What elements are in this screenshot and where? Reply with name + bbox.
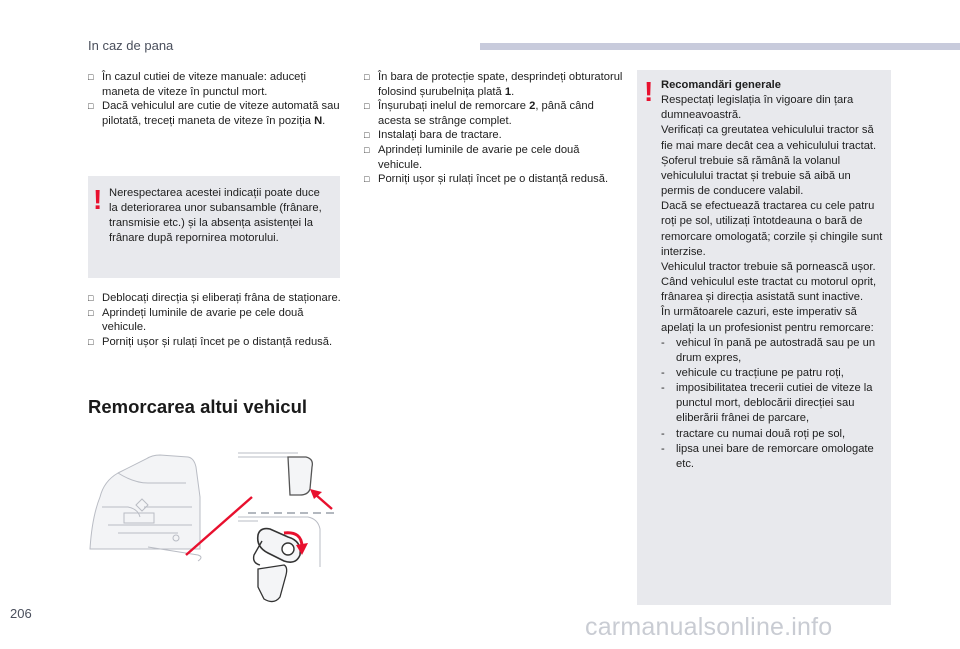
warning-text: Nerespectarea acestei indicații poate duce la deteriorarea unor subansamble (frânare, transmisie etc.) și la absența asistenței la frânare după repornirea motorului. bbox=[109, 187, 322, 244]
checkbox-bullet-icon: □ bbox=[88, 72, 94, 82]
paragraph: În următoarele cazuri, este imperativ să apelați la un profesionist pentru remorcare: bbox=[661, 306, 874, 334]
page-number: 206 bbox=[10, 606, 32, 621]
list-item: □ Instalați bara de tractare. bbox=[364, 129, 502, 142]
recommendations-box bbox=[637, 70, 891, 605]
paragraph: Când vehiculul este tractat cu motorul oprit, frânarea și direcția asistată sunt inactive. bbox=[661, 276, 877, 304]
warning-icon: ! bbox=[644, 76, 654, 107]
checkbox-bullet-icon: □ bbox=[88, 336, 94, 347]
section-header-title: In caz de pana bbox=[88, 38, 174, 53]
paragraph: Respectați legislația în vigoare din țara dumneavoastră. bbox=[661, 94, 854, 122]
watermark: carmanualsonline.info bbox=[585, 613, 833, 641]
section-title: Remorcarea altui vehicul bbox=[88, 396, 308, 417]
warning-box bbox=[88, 176, 340, 278]
checkbox-bullet-icon: □ bbox=[88, 307, 94, 318]
list-item: □ În bara de protecție spate, desprindeți obturatorul folosind șurubelnița plată 1. bbox=[364, 71, 623, 98]
professional-cases-list bbox=[661, 336, 887, 472]
list-item: - lipsa unei bare de remorcare omologate etc. bbox=[661, 442, 874, 470]
checkbox-bullet-icon: □ bbox=[364, 101, 370, 112]
list-item: - vehicul în pană pe autostradă sau pe un drum expres, bbox=[661, 336, 876, 364]
recommendations-title: Recomandări generale bbox=[661, 79, 782, 91]
paragraph: Verificați ca greutatea vehiculului tractor să fie mai mare decât cea a vehiculului tractat. bbox=[661, 124, 877, 152]
paragraph: Dacă se efectuează tractarea cu cele patru roți pe sol, utilizați întotdeauna o bară de remorcare omologată; corzile și chingile sunt interzise. bbox=[661, 200, 883, 258]
checkbox-bullet-icon: □ bbox=[88, 101, 94, 112]
warning-icon: ! bbox=[93, 184, 103, 215]
list-item: □ În cazul cutiei de viteze manuale: aduceți maneta de viteze în punctul mort. bbox=[88, 71, 306, 98]
list-item: □ Deblocați direcția și eliberați frâna de staționare. bbox=[88, 292, 341, 304]
towing-steps-list bbox=[88, 291, 346, 349]
checkbox-bullet-icon: □ bbox=[364, 144, 370, 155]
checkbox-bullet-icon: □ bbox=[88, 293, 94, 303]
list-item: □ Porniți ușor și rulați încet pe o distanță redusă. bbox=[88, 335, 333, 348]
header-bar bbox=[480, 43, 960, 50]
list-item: - imposibilitatea trecerii cutiei de viteze la punctul mort, deblocării direcției sau eliberării frânei de parcare, bbox=[661, 382, 873, 425]
list-item: □ Aprindeți luminile de avarie pe cele două vehicule. bbox=[364, 143, 580, 171]
towing-other-vehicle-steps bbox=[364, 70, 626, 187]
towing-illustration bbox=[88, 437, 338, 607]
paragraph: Șoferul trebuie să rămână la volanul vehiculului tractat și trebuie să aibă un permis de conducere valabil. bbox=[661, 154, 851, 198]
list-item: - tractare cu numai două roți pe sol, bbox=[661, 427, 846, 440]
item-number-2: 2 bbox=[529, 100, 536, 113]
gear-instructions-list bbox=[88, 70, 346, 128]
checkbox-bullet-icon: □ bbox=[364, 174, 370, 185]
list-item: □ Dacă vehiculul are cutie de viteze automată sau pilotată, treceți maneta de viteze în poziția N. bbox=[88, 100, 340, 127]
list-item: □ Înșurubați inelul de remorcare 2, până când acesta se strânge complet. bbox=[364, 100, 594, 127]
recommendations-body bbox=[661, 78, 887, 472]
checkbox-bullet-icon: □ bbox=[364, 72, 370, 82]
checkbox-bullet-icon: □ bbox=[364, 130, 370, 141]
gear-position-n: N bbox=[314, 114, 323, 127]
item-number-1: 1 bbox=[504, 85, 512, 98]
paragraph: Vehiculul tractor trebuie să pornească ușor. bbox=[661, 260, 876, 273]
list-item: - vehicule cu tracțiune pe patru roți, bbox=[661, 366, 844, 379]
list-item: □ Porniți ușor și rulați încet pe o distanță redusă. bbox=[364, 173, 609, 186]
list-item: □ Aprindeți luminile de avarie pe cele două vehicule. bbox=[88, 306, 304, 334]
